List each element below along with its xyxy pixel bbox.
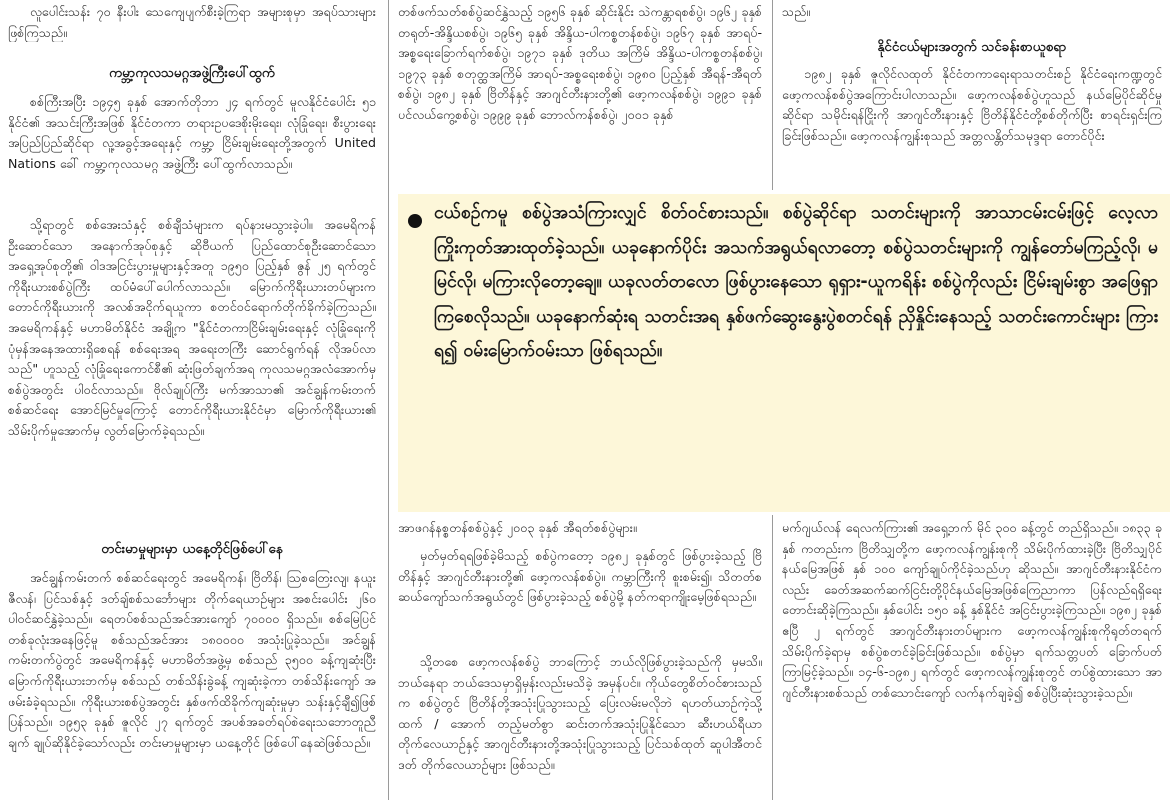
col1-paragraph-1: စစ်ကြီးအပြီး ၁၉၄၅ ခုနှစ် အောက်တိုဘာ ၂၄ ရက်တွင် မူလနိုင်ငံပေါင်း ၅၁ နိုင်ငံ၏ အသင်းကြီးအဖြစ် နိုင်ငံတကာ တရားဥပဒေစိုးမိုးရေး၊ လုံခြုံရေး၊ စီးပွားရေး အပြည်ပြည်ဆိုင်ရာ လူ့အခွင့်အရေးနှင့် ကမ္ဘာ့ ငြိမ်းချမ်းရေးတို့အတွက် United Nations ခေါ် ကမ္ဘာ့ကုလသမဂ္ဂ အဖွဲ့ကြီး ပေါ်ထွက်လာသည်။: [8, 94, 376, 171]
col1-heading-un: ကမ္ဘာ့ကုလသမဂ္ဂအဖွဲ့ကြီးပေါ်ထွက်: [109, 66, 275, 81]
col3-paragraph-2: မက်ဂျယ်လန် ရေလက်ကြား၏ အရှေ့ဘက် မိုင် ၃၀၀ ခန့်တွင် တည်ရှိသည်။ ၁၈၃၃ ခုနှစ် ကတည်းက ဗြိတိသျှတို့က ဖော့ကလန်ကျွန်းစုကို သိမ်းပိုက်ထားခဲ့ပြီး ဗြိတိသျှပိုင်နယ်မြေအဖြစ် နှစ် ၁၀၀ ကျော်ချုပ်ကိုင်ခဲ့သည်ဟု ဆိုသည်။ အာဂျင်တီးနားနိုင်ငံကလည်း ခေတ်အဆက်ဆက်ငြင်းတို့ပိုင်နယ်မြေအဖြစ်ကြေညာကာ ပြန်လည်ရရှိရေး တောင်းဆိုခဲ့ကြသည်။ နှစ်ပေါင်း ၁၅၀ ခန့် နှစ်နိုင်ငံ အငြင်းပွားခဲ့ကြသည်။ ၁၉၈၂ ခုနှစ် ဧပြီ ၂ ရက်တွင် အာဂျင်တီးနားတပ်များက ဖော့ကလန်ကျွန်းစုကိုရုတ်တရက် သိမ်းပိုက်ခဲ့ရာမှ စစ်ပွဲစတင်ခဲ့ခြင်းဖြစ်သည်။ စစ်ပွဲမှာ ရက်သတ္တပတ် ခြောက်ပတ်ကြာမြင့်ခဲ့သည်။ ၁၄-၆-၁၉၈၂ ရက်တွင် ဖော့ကလန်ကျွန်းစုတွင် တပ်စွဲထားသော အာဂျင်တီးနားစစ်သည် တစ်သောင်းကျော် လက်နက်ချခဲ့၍ စစ်ပွဲပြီးဆုံးသွားခဲ့သည်။: [782, 520, 1162, 700]
col2-paragraph-b: သို့တစေ ဖော့ကလန်စစ်ပွဲ ဘာကြောင့် ဘယ်လိုဖြစ်ပွားခဲ့သည်ကို မှမသိ။ ဘယ်နေရာ ဘယ်ဒေသမှာရှိမှန်းလည်းမသိခဲ့ အမှန်ပင်။ ကိုယ်တွေစိတ်ဝင်စားသည်က စစ်ပွဲတွင် ဗြိတိန်တို့အသုံးပြုသွားသည့် ပြေးလမ်းမလိုဘဲ ရဟတ်ယာဉ်ကဲ့သို့ ထက် / အောက် တည့်မတ်စွာ ဆင်းတက်အသုံးပြုနိုင်သော ဆီးဟယ်ရီယာ တိုက်လေယာဉ်နှင့် အာဂျင်တီးနားတို့အသုံးပြုသွားသည့် ပြင်သစ်ထုတ် ဆူပါအီတင်ဒတ် တိုက်လေယာဉ်များ ဖြစ်သည်။: [398, 654, 762, 772]
col3-paragraph-top: သည်။: [782, 4, 811, 19]
bullet-icon: [408, 214, 422, 228]
column-divider-2-bottom: [772, 515, 773, 800]
col3-heading-lessons: နိုင်ငံငယ်များအတွက် သင်ခန်းစာယူစရာ: [877, 40, 1067, 55]
col1-paragraph-top: လူပေါင်းသန်း ၇၀ နီးပါး သေကျေပျက်စီးခဲ့ကြရာ အများစုမှာ အရပ်သားများဖြစ်ကြသည်။: [8, 4, 376, 40]
col3-paragraph-1: ၁၉၈၂ ခုနှစ် ဇူလိုင်လထုတ် နိုင်ငံတကာရေးရာသတင်းစဉ် နိုင်ငံရေးကဏ္ဍတွင် ဖော့ကလန်စစ်ပွဲအကြောင်းပါလာသည်။ ဖော့ကလန်စစ်ပွဲဟူသည် နယ်မြေပိုင်ဆိုင်မှုဆိုင်ရာ သမိုင်းရန်ငြိုးကို အာဂျင်တီးနားနှင့် ဗြိတိန်နိုင်ငံတို့စစ်တိုက်ပြီး စာရင်းရှင်းကြခြင်းဖြစ်သည်။ ဖော့ကလန်ကျွန်းစုသည် အတ္တလန္တိတ်သမုဒ္ဒရာ တောင်ပိုင်း: [782, 66, 1162, 143]
col1-paragraph-2: သို့ရာတွင် စစ်အေးသံနှင့် စစ်ချီသံများက ရပ်နားမသွားခဲ့ပါ။ အမေရိကန် ဦးဆောင်သော အနောက်အုပ်စုနှင့် ဆိုဗီယက် ပြည်ထောင်စုဦးဆောင်သော အရှေ့အုပ်စုတို့၏ ဝါဒအငြင်းပွားမှုများနှင့်အတူ ၁၉၅၀ ပြည့်နှစ် ဇွန် ၂၅ ရက်တွင် ကိုရီးယားစစ်ပွဲကြီး ထပ်မံပေါ်ပေါက်လာသည်။ မြောက်ကိုရီးယားတပ်များက တောင်ကိုရီးယားကို အလစ်အငိုက်ရယူကာ စတင်ဝင်ရောက်တိုက်ခိုက်ခဲ့ကြသည်။ အမေရိကန်နှင့် မဟာမိတ်နိုင်ငံ အချို့က "နိုင်ငံတကာငြိမ်းချမ်းရေးနှင့် လုံခြုံရေးကို ပုံမှန်အနေအထားရှိစေရန် စစ်ရေးအရ အရေးတကြီး ဆောင်ရွက်ရန် လိုအပ်လာသည်" ဟူသည့် လုံခြုံရေးကောင်စီ၏ ဆုံးဖြတ်ချက်အရ ကုလသမဂ္ဂအလံအောက်မှ စစ်ပွဲအတွင်း ပါဝင်လာသည်။ ဗိုလ်ချုပ်ကြီး မက်အာသာ၏ အင်ချွန်ကမ်းတက် စစ်ဆင်ရေး အောင်မြင်မှုကြောင့် တောင်ကိုရီးယားနိုင်ငံမှာ မြောက်ကိုရီးယား၏ သိမ်းပိုက်မှုအောက်မှ လွတ်မြောက်ခဲ့ရသည်။: [8, 217, 376, 438]
col2-paragraph-mid: အာဖဂန်နစ္စတန်စစ်ပွဲနှင့် ၂၀၀၃ ခုနှစ် အီရတ်စစ်ပွဲများ။: [398, 520, 637, 535]
col2-paragraph-top: တစ်ဖက်သတ်စစ်ပွဲဆင်နွှဲသည့် ၁၉၅၆ ခုနှစ် ဆိုင်းနိုင်း သဲကန္တာရစစ်ပွဲ၊ ၁၉၆၂ ခုနှစ် တရုတ်-အိန္ဒိယစစ်ပွဲ၊ ၁၉၆၅ ခုနှစ် အိန္ဒိယ-ပါကစ္စတန်စစ်ပွဲ၊ ၁၉၆၇ ခုနှစ် အာရပ်-အစ္စရေးခြောက်ရက်စစ်ပွဲ၊ ၁၉၇၁ ခုနှစ် ဒုတိယ အကြိမ် အိန္ဒိယ-ပါကစ္စတန်စစ်ပွဲ၊ ၁၉၇၃ ခုနှစ် စတုတ္ထအကြိမ် အာရပ်-အစ္စရေးစစ်ပွဲ၊ ၁၉၈၀ ပြည့်နှစ် အီရန်-အီရတ်စစ်ပွဲ၊ ၁၉၈၂ ခုနှစ် ဗြိတိန်နှင့် အာဂျင်တီးနားတို့၏ ဖော့ကလန်စစ်ပွဲ၊ ၁၉၉၁ ခုနှစ် ပင်လယ်ကွေ့စစ်ပွဲ၊ ၁၉၉၉ ခုနှစ် ဘောလ်ကန်စစ်ပွဲ၊ ၂၀၀၁ ခုနှစ်: [398, 4, 762, 122]
col1-heading-tension: တင်းမာမှုများမှာ ယနေ့တိုင်ဖြစ်ပေါ်နေ: [101, 542, 283, 557]
col1-paragraph-3: အင်ချွန်ကမ်းတက် စစ်ဆင်ရေးတွင် အမေရိကန်၊ ဗြိတိန်၊ သြစတြေးလျ၊ နယူးဇီလန်၊ ပြင်သစ်နှင့် ဒတ်ချ်စစ်သင်္ဘောများ တိုက်ရေယာဉ်များ အစင်းပေါင်း ၂၆၀ ပါဝင်ဆင်နွှဲခဲ့သည်။ ရေတပ်စစ်သည်အင်အားကျော် ၇၀၀၀၀ ရှိသည်။ စစ်မြေပြင်တစ်ခုလုံးအနေဖြင့်မူ စစ်သည်အင်အား ၁၈၀၀၀၀ အသုံးပြုခဲ့သည်။ အင်ချွန်ကမ်းတက်ပွဲတွင် အမေရိကန်နှင့် မဟာမိတ်အဖွဲ့မှ စစ်သည် ၃၅၀၀ ခန့်ကျဆုံးပြီး မြောက်ကိုရီးယားဘက်မှ စစ်သည် တစ်သိန်းခွဲခန့် ကျဆုံးခဲ့ကာ တစ်သိန်းကျော် အဖမ်းခံခဲ့ရသည်။ ကိုရီးယားစစ်ပွဲအတွင်း နှစ်ဖက်ထိခိုက်ကျဆုံးမှုမှာ သန်းနှင့်ချီ၍ဖြစ်ပြန်သည်။ ၁၉၅၃ ခုနှစ် ဇူလိုင် ၂၇ ရက်တွင် အပစ်အခတ်ရပ်စဲရေးသဘောတူညီချက် ချုပ်ဆိုနိုင်ခဲ့သော်လည်း တင်းမာမှုများမှာ ယနေ့တိုင် ဖြစ်ပေါ်နေဆဲဖြစ်သည်။: [8, 570, 376, 750]
column-divider-1: [388, 0, 389, 800]
column-divider-2-top: [772, 0, 773, 190]
col2-paragraph-a: မှတ်မှတ်ရရဖြစ်ခဲ့မိသည့် စစ်ပွဲကတော့ ၁၉၈၂ ခုနှစ်တွင် ဖြစ်ပွားခဲ့သည့် ဗြိတိန်နှင့် အာဂျင်တီးနားတို့၏ ဖော့ကလန်စစ်ပွဲ။ ကမ္ဘာကြီးကို စူးစမ်း၍၊ သိတတ်စ ဆယ်ကျော်သက်အရွယ်တွင် ဖြစ်ပွားခဲ့သည့် စစ်ပွဲမို့ နတ်ကရာကျိုးမေ့ဖြစ်ရသည်။: [398, 548, 762, 605]
pull-quote-text: ငယ်စဉ်ကမူ စစ်ပွဲအသံကြားလျှင် စိတ်ဝင်စားသည်။ စစ်ပွဲဆိုင်ရာ သတင်းများကို အာသာငမ်းငမ်းဖြင့် လေ့လာကြိုးကုတ်အားထုတ်ခဲ့သည်။ ယခုနောက်ပိုင်း အသက်အရွယ်ရလာတော့ စစ်ပွဲသတင်းများကို ကျွန်တော်မကြည့်လို၊ မမြင်လို၊ မကြားလိုတော့ချေ။ ယခုလတ်တလော ဖြစ်ပွားနေသော ရုရှား-ယူကရိန်း စစ်ပွဲကိုလည်း ငြိမ်းချမ်းစွာ အဖြေရှာကြစေလိုသည်။ ယခုနောက်ဆုံးရ သတင်းအရ နှစ်ဖက်ဆွေးနွေးပွဲစတင်ရန် ညှိနှိုင်းနေသည့် သတင်းကောင်းများ ကြားရ၍ ဝမ်းမြောက်ဝမ်းသာ ဖြစ်ရသည်။: [434, 203, 1158, 362]
